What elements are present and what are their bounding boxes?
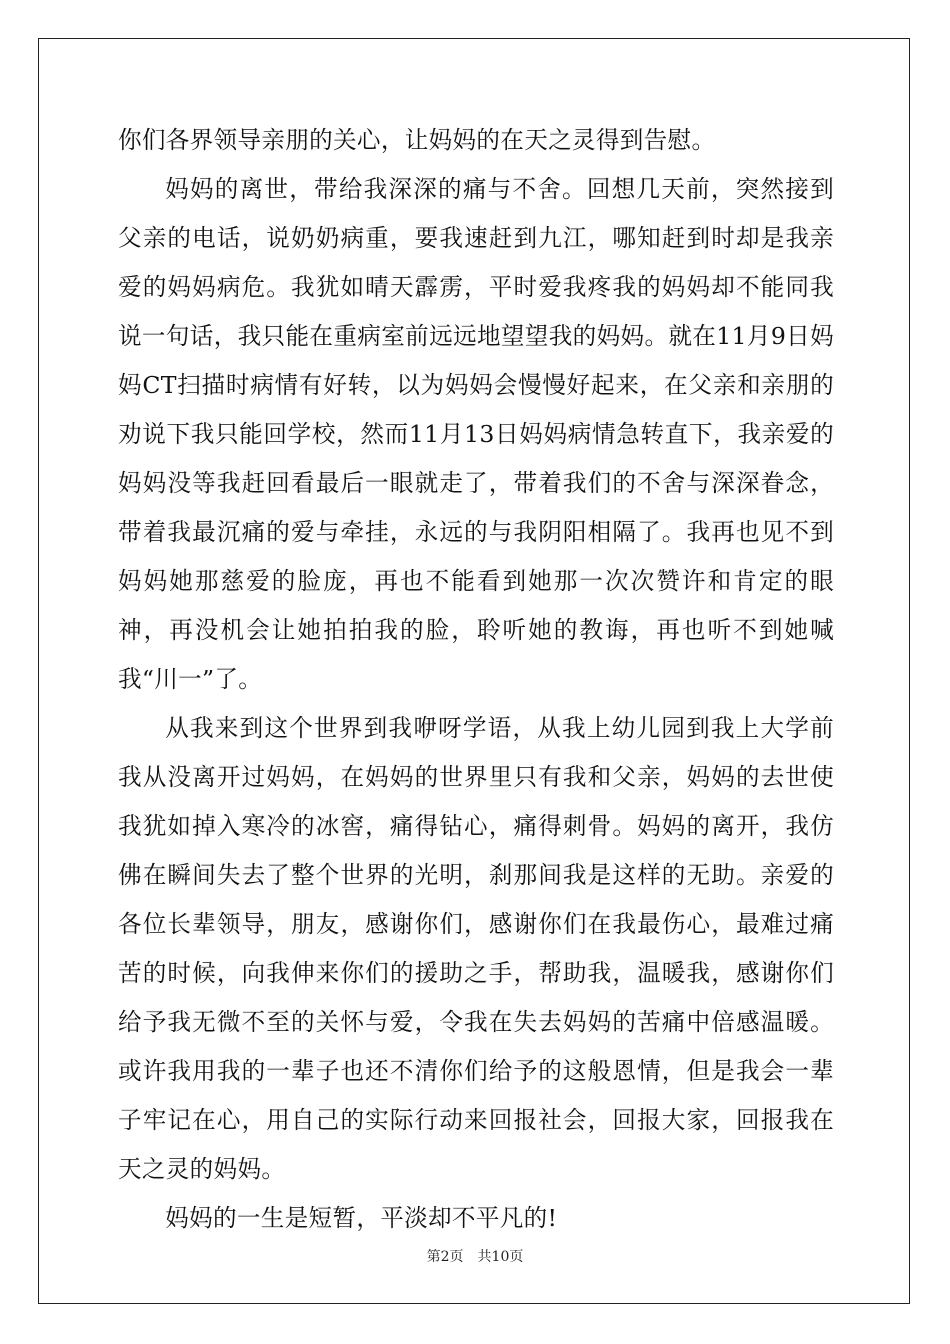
document-body [118, 116, 834, 1243]
paragraph-1: 你们各界领导亲朋的关心，让妈妈的在天之灵得到告慰。 [118, 126, 716, 154]
paragraph-2: 妈妈的离世，带给我深深的痛与不舍。回想几天前，突然接到父亲的电话，说奶奶病重，要我速赶到九江，哪知赶到时却是我亲爱的妈妈病危。我犹如晴天霹雳，平时爱我疼我的妈妈却不能同我说一句话，我只能在重病室前远远地望望我的妈妈。就在11月9日妈妈CT扫描时病情有好转，以为妈妈会慢慢好起来，在父亲和亲朋的劝说下我只能回学校，然而11月13日妈妈病情急转直下，我亲爱的妈妈没等我赶回看最后一眼就走了，带着我们的不舍与深深眷念，带着我最沉痛的爱与牵挂，永远的与我阴阳相隔了。我再也见不到妈妈她那慈爱的脸庞，再也不能看到她那一次次赞许和肯定的眼神，再没机会让她拍拍我的脸，聆听她的教诲，再也听不到她喊我“川一”了。 [118, 175, 834, 693]
paragraph-3: 从我来到这个世界到我咿呀学语，从我上幼儿园到我上大学前我从没离开过妈妈，在妈妈的世界里只有我和父亲，妈妈的去世使我犹如掉入寒冷的冰窖，痛得钻心，痛得刺骨。妈妈的离开，我仿佛在瞬间失去了整个世界的光明，刹那间我是这样的无助。亲爱的各位长辈领导，朋友，感谢你们，感谢你们在我最伤心，最难过痛苦的时候，向我伸来你们的援助之手，帮助我，温暖我，感谢你们给予我无微不至的关怀与爱，令我在失去妈妈的苦痛中倍感温暖。或许我用我的一辈子也还不清你们给予的这般恩情，但是我会一辈子牢记在心，用自己的实际行动来回报社会，回报大家，回报我在天之灵的妈妈。 [118, 714, 834, 1183]
page-number: 第2页 [426, 1249, 464, 1265]
paragraph-4: 妈妈的一生是短暂，平淡却不平凡的! [165, 1204, 558, 1232]
page-footer [0, 1246, 950, 1266]
page-total: 共10页 [477, 1249, 524, 1265]
